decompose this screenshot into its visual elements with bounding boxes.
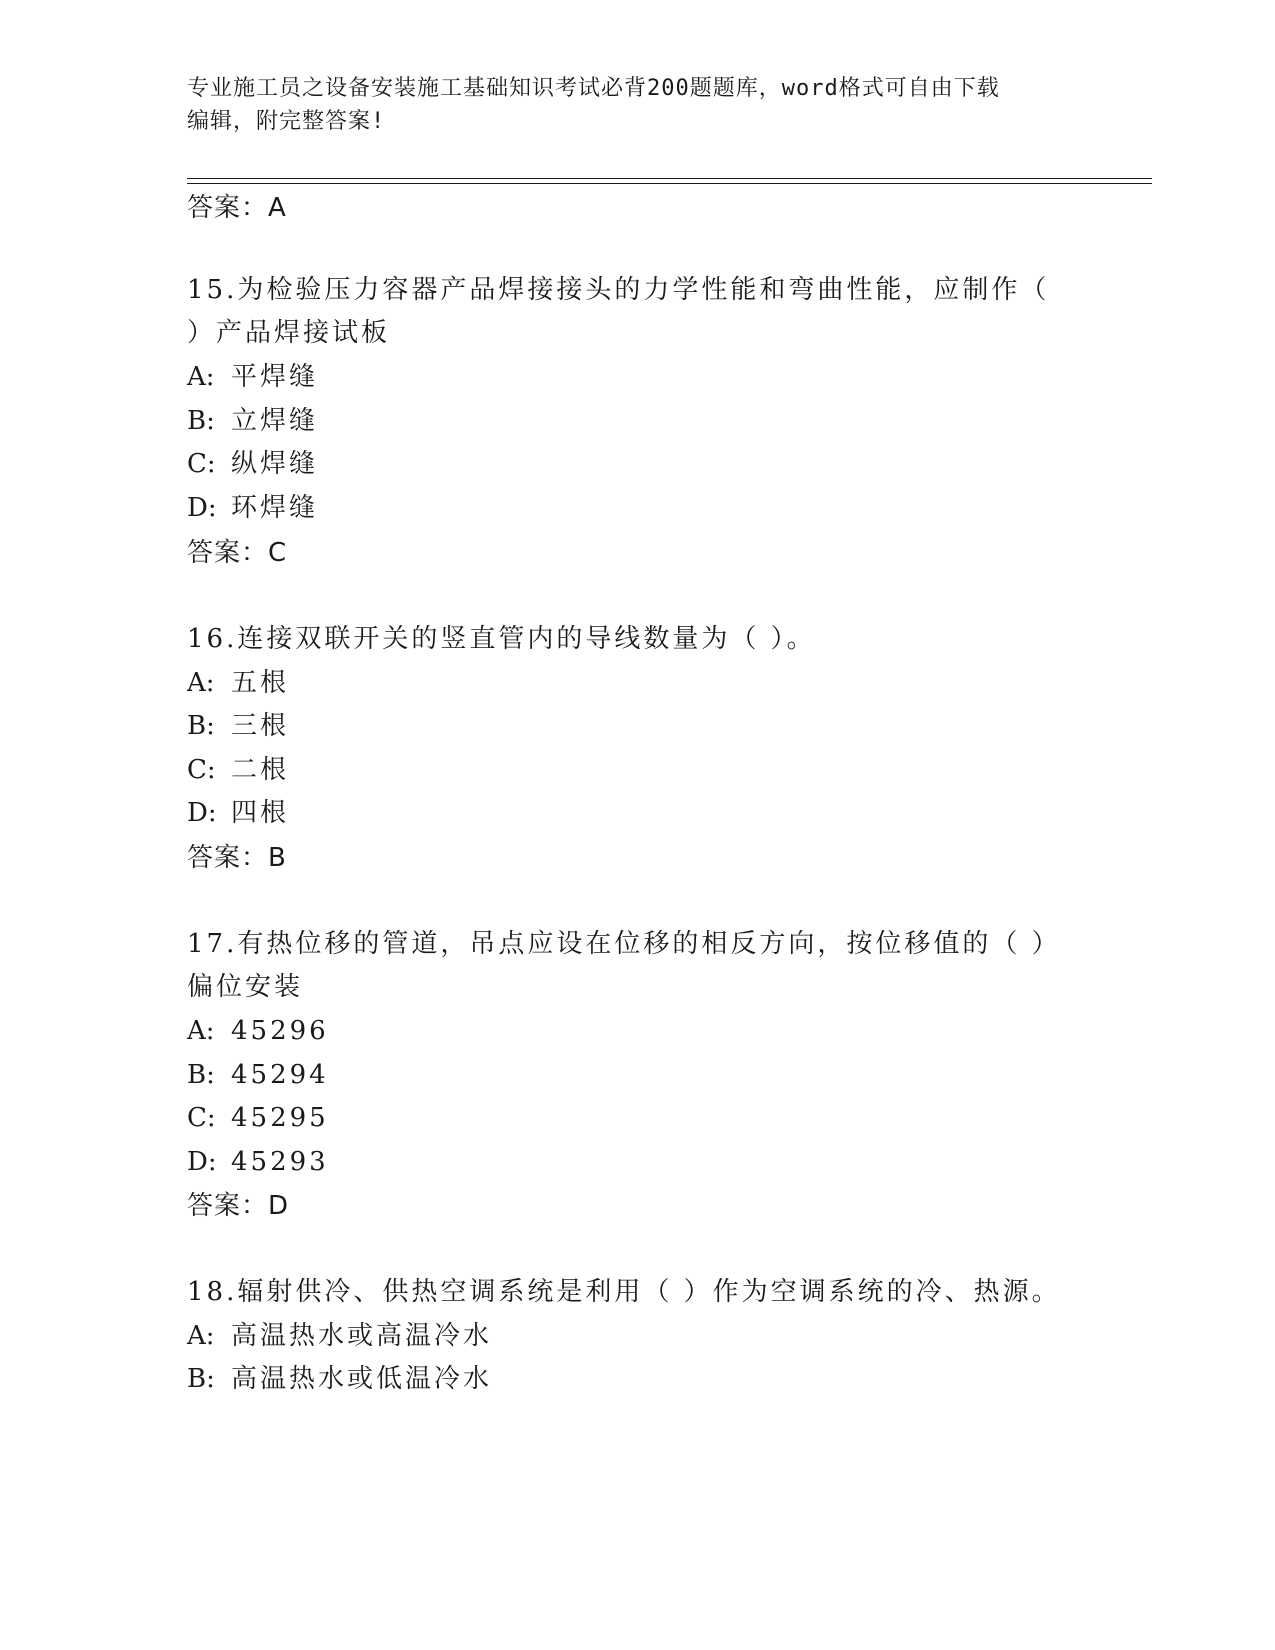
option-text: 四根 <box>231 798 290 828</box>
header-rule-bottom <box>187 183 1152 184</box>
option-letter: B: <box>187 406 215 436</box>
question-15-option-c <box>187 449 318 479</box>
question-16-option-d <box>187 798 289 828</box>
option-letter: D: <box>187 1147 217 1177</box>
question-17-stem-line-2: 偏位安装 <box>187 972 304 1002</box>
question-15-stem-line-1: 15.为检验压力容器产品焊接接头的力学性能和弯曲性能，应制作（ <box>187 275 1050 305</box>
option-letter: A: <box>187 1321 215 1351</box>
question-18-option-a <box>187 1321 492 1351</box>
header-rule-top <box>187 178 1152 179</box>
question-17-stem-line-1: 17.有热位移的管道，吊点应设在位移的相反方向，按位移值的（ ） <box>187 929 1061 959</box>
option-text: 45295 <box>231 1103 329 1133</box>
question-16-option-c <box>187 755 289 785</box>
header-line-1: 专业施工员之设备安装施工基础知识考试必背200题题库，word格式可自由下载 <box>187 76 1000 101</box>
option-text: 二根 <box>231 755 290 785</box>
question-15-option-d <box>187 493 318 523</box>
option-letter: B: <box>187 711 215 741</box>
option-letter: C: <box>187 449 216 479</box>
question-15-option-b <box>187 406 318 436</box>
question-16-answer: 答案：B <box>187 843 287 873</box>
option-text: 平焊缝 <box>231 362 319 392</box>
question-17-option-a <box>187 1016 329 1046</box>
answer-prev: 答案：A <box>187 193 287 223</box>
question-17-answer: 答案：D <box>187 1191 290 1221</box>
question-15-option-a <box>187 362 318 392</box>
question-17-option-c <box>187 1103 329 1133</box>
option-letter: C: <box>187 1103 216 1133</box>
option-letter: A: <box>187 1016 215 1046</box>
option-text: 高温热水或高温冷水 <box>231 1321 493 1351</box>
question-18-stem-line-1: 18.辐射供冷、供热空调系统是利用（ ）作为空调系统的冷、热源。 <box>187 1277 1061 1307</box>
option-letter: C: <box>187 755 216 785</box>
question-15-answer: 答案：C <box>187 538 288 568</box>
document-header <box>187 72 1087 138</box>
header-line-2: 编辑，附完整答案! <box>187 109 386 134</box>
option-text: 五根 <box>231 668 290 698</box>
option-text: 立焊缝 <box>231 406 319 436</box>
option-letter: A: <box>187 362 215 392</box>
option-letter: A: <box>187 668 215 698</box>
option-text: 三根 <box>231 711 290 741</box>
question-16-stem-line-1: 16.连接双联开关的竖直管内的导线数量为（ ）。 <box>187 624 816 654</box>
question-18-option-b <box>187 1364 492 1394</box>
question-16-option-b <box>187 711 289 741</box>
question-16-option-a <box>187 668 289 698</box>
option-text: 45296 <box>231 1016 329 1046</box>
option-letter: D: <box>187 798 217 828</box>
option-text: 45293 <box>231 1147 329 1177</box>
option-letter: D: <box>187 493 217 523</box>
option-text: 纵焊缝 <box>231 449 319 479</box>
question-17-option-b <box>187 1060 329 1090</box>
option-text: 环焊缝 <box>231 493 319 523</box>
option-text: 45294 <box>231 1060 329 1090</box>
option-text: 高温热水或低温冷水 <box>231 1364 493 1394</box>
question-17-option-d <box>187 1147 329 1177</box>
option-letter: B: <box>187 1364 215 1394</box>
option-letter: B: <box>187 1060 215 1090</box>
question-15-stem-line-2: ）产品焊接试板 <box>187 318 391 348</box>
